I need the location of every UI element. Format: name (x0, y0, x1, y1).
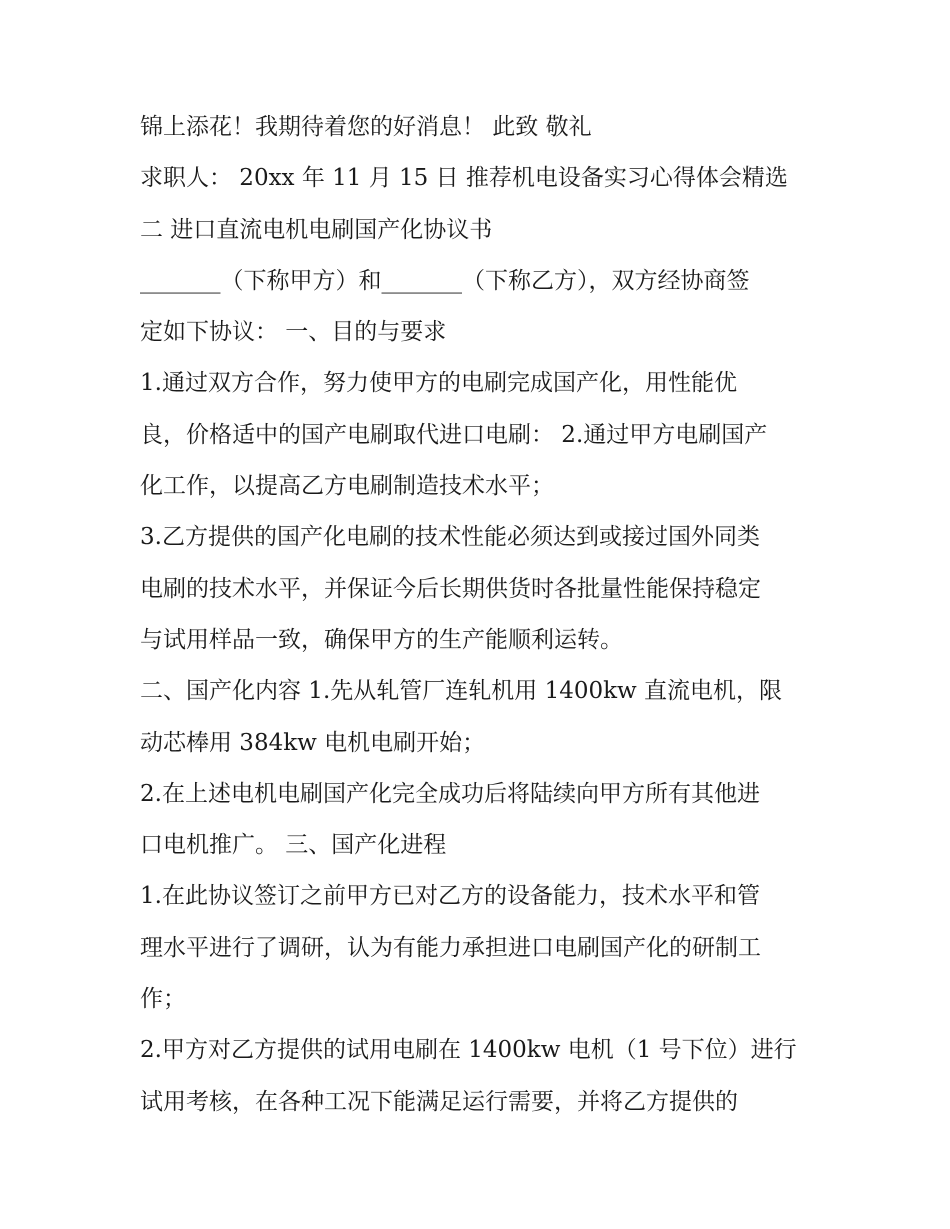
text-line: 与试用样品一致，确保甲方的生产能顺利运转。 (140, 626, 623, 653)
text-line: 1.在此协议签订之前甲方已对乙方的设备能力，技术水平和管 (140, 883, 760, 910)
text-line: 化工作，以提高乙方电刷制造技术水平； (140, 473, 554, 500)
text-line: 理水平进行了调研，认为有能力承担进口电刷国产化的研制工 (140, 934, 761, 961)
text-line: 锦上添花！我期待着您的好消息！ 此致 敬礼 (140, 114, 592, 140)
text-line: 作； (140, 986, 186, 1013)
text-line: 口电机推广。 三、国产化进程 (140, 832, 447, 859)
text-line: 求职人： 20xx 年 11 月 15 日 推荐机电设备实习心得体会精选 (140, 165, 788, 192)
text-line: 试用考核，在各种工况下能满足运行需要，并将乙方提供的 (140, 1088, 738, 1115)
document-body (140, 102, 820, 1128)
text-line: 定如下协议： 一、目的与要求 (140, 319, 447, 346)
text-line: _______（下称甲方）和_______（下称乙方），双方经协商签 (140, 267, 750, 294)
text-line: 电刷的技术水平，并保证今后长期供货时各批量性能保持稳定 (140, 575, 761, 602)
text-line: 2.在上述电机电刷国产化完全成功后将陆续向甲方所有其他进 (140, 780, 760, 807)
text-line: 2.甲方对乙方提供的试用电刷在 1400kw 电机（1 号下位）进行 (140, 1037, 797, 1064)
text-line: 二、国产化内容 1.先从轧管厂连轧机用 1400kw 直流电机，限 (140, 678, 783, 705)
text-line: 良，价格适中的国产电刷取代进口电刷： 2.通过甲方电刷国产 (140, 421, 768, 448)
text-line: 动芯棒用 384kw 电机电刷开始； (140, 729, 486, 756)
text-line: 二 进口直流电机电刷国产化协议书 (140, 216, 493, 243)
text-line: 3.乙方提供的国产化电刷的技术性能必须达到或接过国外同类 (140, 524, 760, 551)
text-line: 1.通过双方合作，努力使甲方的电刷完成国产化，用性能优 (140, 370, 737, 397)
